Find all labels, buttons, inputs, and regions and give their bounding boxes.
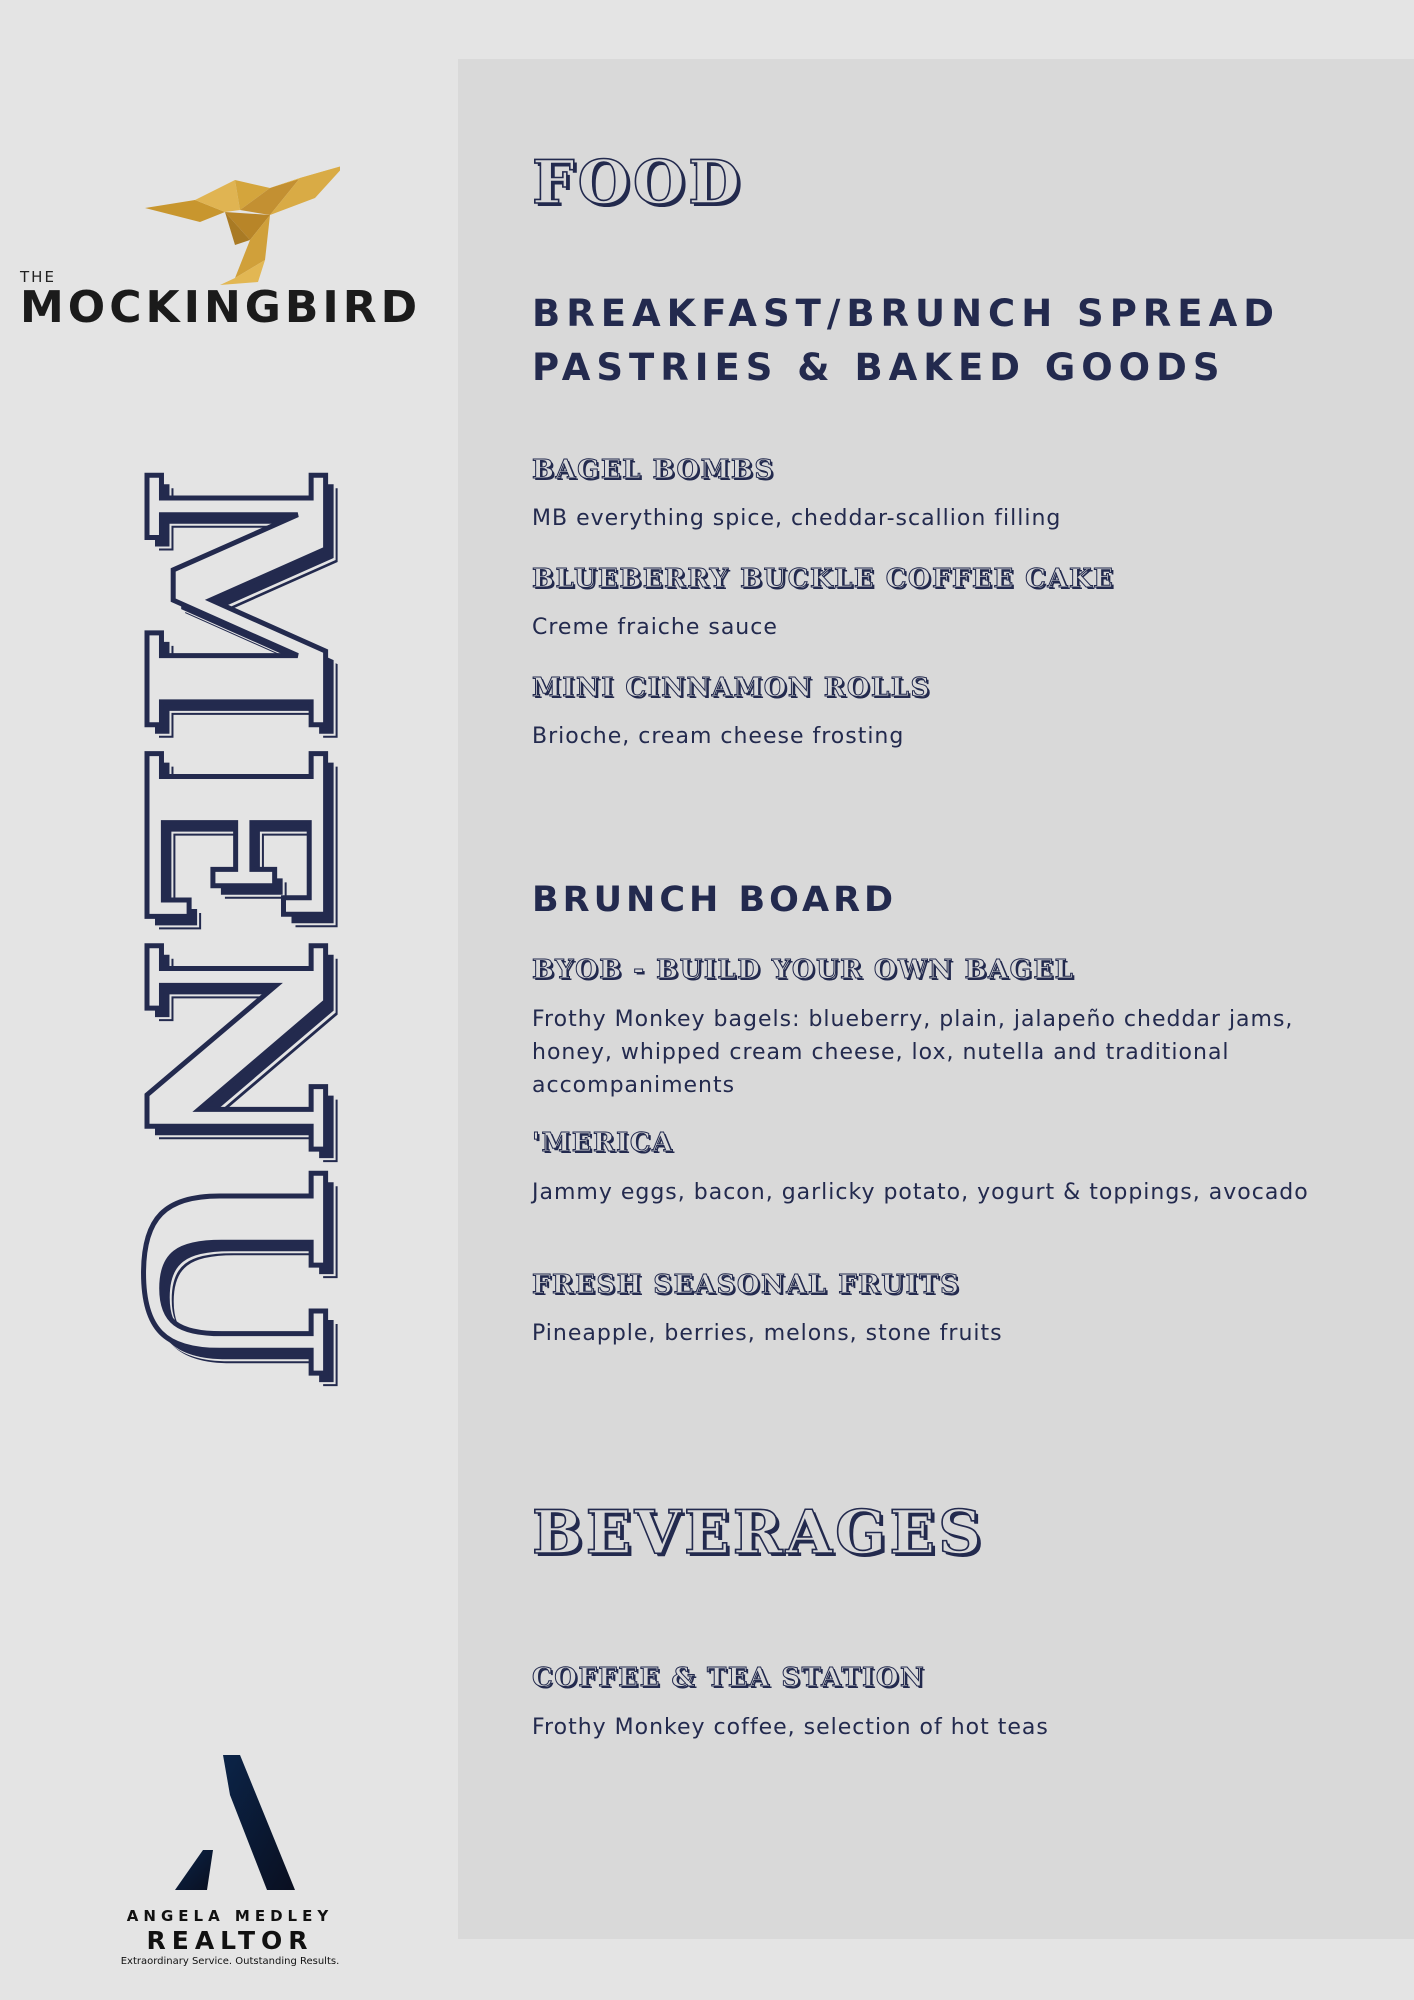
realtor-logo bbox=[110, 1750, 350, 1970]
section-title-breakfast: BREAKFAST/BRUNCH SPREAD bbox=[532, 292, 1280, 335]
item-title: COFFEE & TEA STATION bbox=[532, 1663, 926, 1693]
item-title: BYOB - BUILD YOUR OWN BAGEL bbox=[532, 955, 1075, 985]
mockingbird-logo bbox=[20, 160, 440, 333]
brand-the: THE bbox=[20, 268, 56, 286]
section-title-brunch-board: BRUNCH BOARD bbox=[532, 880, 898, 920]
item-desc: MB everything spice, cheddar-scallion filling bbox=[532, 506, 1062, 531]
realtor-a-icon bbox=[155, 1750, 305, 1900]
menu-vertical-title: MENU bbox=[89, 465, 377, 1385]
item-desc: Pineapple, berries, melons, stone fruits bbox=[532, 1321, 1003, 1346]
item-title: MINI CINNAMON ROLLS bbox=[532, 673, 931, 703]
beverages-heading: BEVERAGES bbox=[532, 1498, 985, 1568]
item-title: BLUEBERRY BUCKLE COFFEE CAKE bbox=[532, 564, 1115, 594]
item-desc: Creme fraiche sauce bbox=[532, 615, 778, 640]
brand-name: MOCKINGBIRD bbox=[20, 282, 422, 333]
section-title-pastries: PASTRIES & BAKED GOODS bbox=[532, 346, 1226, 389]
item-desc: Frothy Monkey bagels: blueberry, plain, jalapeño cheddar jams, honey, whipped cream cheese, lox, nutella and traditional accompaniments bbox=[532, 1007, 1294, 1098]
realtor-tagline: Extraordinary Service. Outstanding Results. bbox=[120, 1956, 340, 1967]
item-title: BAGEL BOMBS bbox=[532, 455, 775, 485]
mockingbird-bird-icon bbox=[140, 160, 340, 285]
item-title: FRESH SEASONAL FRUITS bbox=[532, 1270, 961, 1300]
item-title: 'MERICA bbox=[532, 1128, 674, 1158]
item-desc: Jammy eggs, bacon, garlicky potato, yogurt & toppings, avocado bbox=[532, 1180, 1309, 1205]
realtor-name: ANGELA MEDLEY bbox=[126, 1907, 334, 1925]
item-desc: Brioche, cream cheese frosting bbox=[532, 724, 905, 749]
content-panel bbox=[458, 59, 1414, 1939]
item-desc: Frothy Monkey coffee, selection of hot teas bbox=[532, 1715, 1049, 1740]
realtor-title: REALTOR bbox=[146, 1926, 314, 1955]
food-heading: FOOD bbox=[532, 148, 744, 218]
